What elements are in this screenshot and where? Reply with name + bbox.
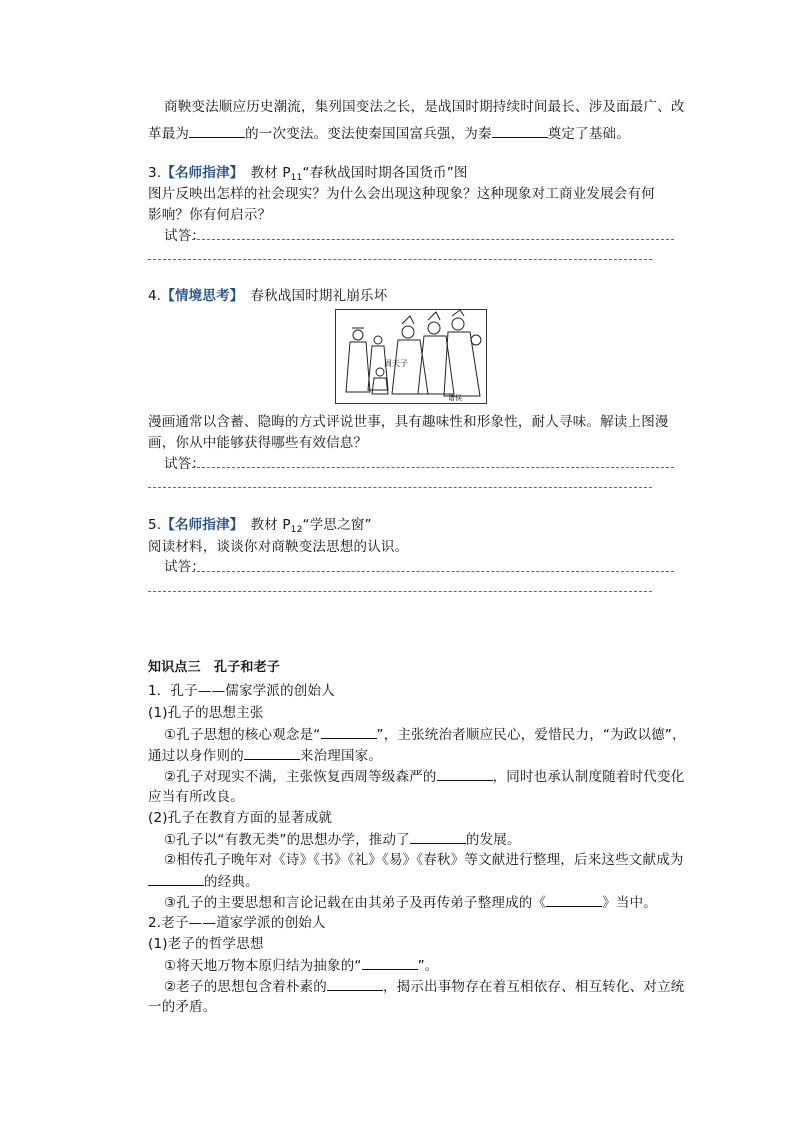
fill-blank[interactable] bbox=[244, 745, 300, 760]
tag-label: 【名师指津】 bbox=[161, 165, 237, 181]
cartoon-label-zhoutianzi: 周天子 bbox=[384, 359, 408, 368]
fill-blank[interactable] bbox=[492, 123, 548, 138]
question-3-body: 图片反映出怎样的社会现实？为什么会出现这种现象？这种现象对工商业发展会有何 bbox=[148, 186, 655, 202]
fill-blank[interactable] bbox=[546, 892, 602, 907]
subheading: (2)孔子在教育方面的显著成就 bbox=[148, 810, 333, 826]
body-line: ①孔子以“有教无类”的思想办学，推动了 的发展。 bbox=[164, 829, 521, 850]
body-line: ①孔子思想的核心观念是“ ”，主张统治者顺应民心，爱惜民力，“为政以德”， bbox=[164, 724, 686, 745]
body-line: ③孔子的主要思想和言论记载在由其弟子及再传弟子整理成的《 》当中。 bbox=[164, 892, 657, 913]
fill-blank[interactable] bbox=[148, 871, 204, 886]
question-5-heading: 5.【名师指津】 教材 $P_{12}“$学思之窗” bbox=[148, 517, 372, 535]
fill-blank[interactable] bbox=[410, 829, 466, 844]
fill-blank[interactable] bbox=[437, 766, 493, 781]
answer-line[interactable] bbox=[192, 467, 674, 468]
body-line: 通过以身作则的 来治理国家。 bbox=[148, 745, 382, 766]
body-line: ①将天地万物本原归结为抽象的“ ”。 bbox=[164, 955, 439, 976]
subheading: (1)孔子的思想主张 bbox=[148, 705, 264, 721]
question-3-heading: 3.【名师指津】 教材 $P_{11}“$春秋战国时期各国货币”图 bbox=[148, 165, 468, 183]
cartoon-drawing bbox=[336, 310, 486, 403]
section-title: 知识点三 孔子和老子 bbox=[148, 660, 281, 675]
question-4-body: 画，你从中能够获得哪些有效信息？ bbox=[148, 435, 368, 451]
body-line: 应当有所改良。 bbox=[148, 789, 244, 805]
answer-line[interactable] bbox=[192, 239, 674, 240]
question-4-heading: 4.【情境思考】 春秋战国时期礼崩乐坏 bbox=[148, 288, 388, 304]
body-line: ②相传孔子晚年对《诗》《书》《礼》《易》《春秋》等文献进行整理，后来这些文献成为 bbox=[164, 852, 684, 868]
tag-label: 【名师指津】 bbox=[161, 517, 237, 533]
heading-confucius: 1．孔子——儒家学派的创始人 bbox=[148, 683, 335, 699]
answer-line[interactable] bbox=[148, 591, 652, 592]
fill-blank[interactable] bbox=[321, 724, 377, 739]
body-line: ②老子的思想包含着朴素的 ，揭示出事物存在着互相依存、相互转化、对立统 bbox=[164, 976, 684, 997]
body-line: 一的矛盾。 bbox=[148, 999, 217, 1015]
answer-line[interactable] bbox=[148, 487, 652, 488]
answer-label: 试答： bbox=[164, 456, 206, 472]
question-3-body: 影响？你有何启示？ bbox=[148, 207, 272, 223]
body-line: 的经典。 bbox=[148, 871, 259, 892]
answer-line[interactable] bbox=[148, 259, 652, 260]
answer-label: 试答： bbox=[164, 228, 206, 244]
cartoon-image bbox=[335, 309, 487, 404]
fill-blank[interactable] bbox=[362, 955, 418, 970]
question-5-body: 阅读材料，谈谈你对商鞅变法思想的认识。 bbox=[148, 539, 409, 555]
heading-laozi: 2.老子——道家学派的创始人 bbox=[148, 915, 326, 931]
tag-label: 【情境思考】 bbox=[161, 288, 237, 304]
paragraph-line: 商鞅变法顺应历史潮流，集列国变法之长，是战国时期持续时间最长、涉及面最广、改 bbox=[164, 99, 685, 115]
body-line: ②孔子对现实不满，主张恢复西周等级森严的 ，同时也承认制度随着时代变化 bbox=[164, 766, 684, 787]
question-4-body: 漫画通常以含蓄、隐晦的方式评说世事，具有趣味性和形象性，耐人寻味。解读上图漫 bbox=[148, 414, 669, 430]
subheading: (1)老子的哲学思想 bbox=[148, 936, 264, 952]
fill-blank[interactable] bbox=[327, 976, 383, 991]
paragraph-line: 革最为 的一次变法。变法使秦国国富兵强，为秦 奠定了基础。 bbox=[148, 123, 630, 144]
cartoon-label-zhuhou: 诸侯 bbox=[448, 394, 462, 402]
answer-label: 试答： bbox=[164, 559, 206, 575]
answer-line[interactable] bbox=[192, 571, 674, 572]
fill-blank[interactable] bbox=[189, 123, 245, 138]
